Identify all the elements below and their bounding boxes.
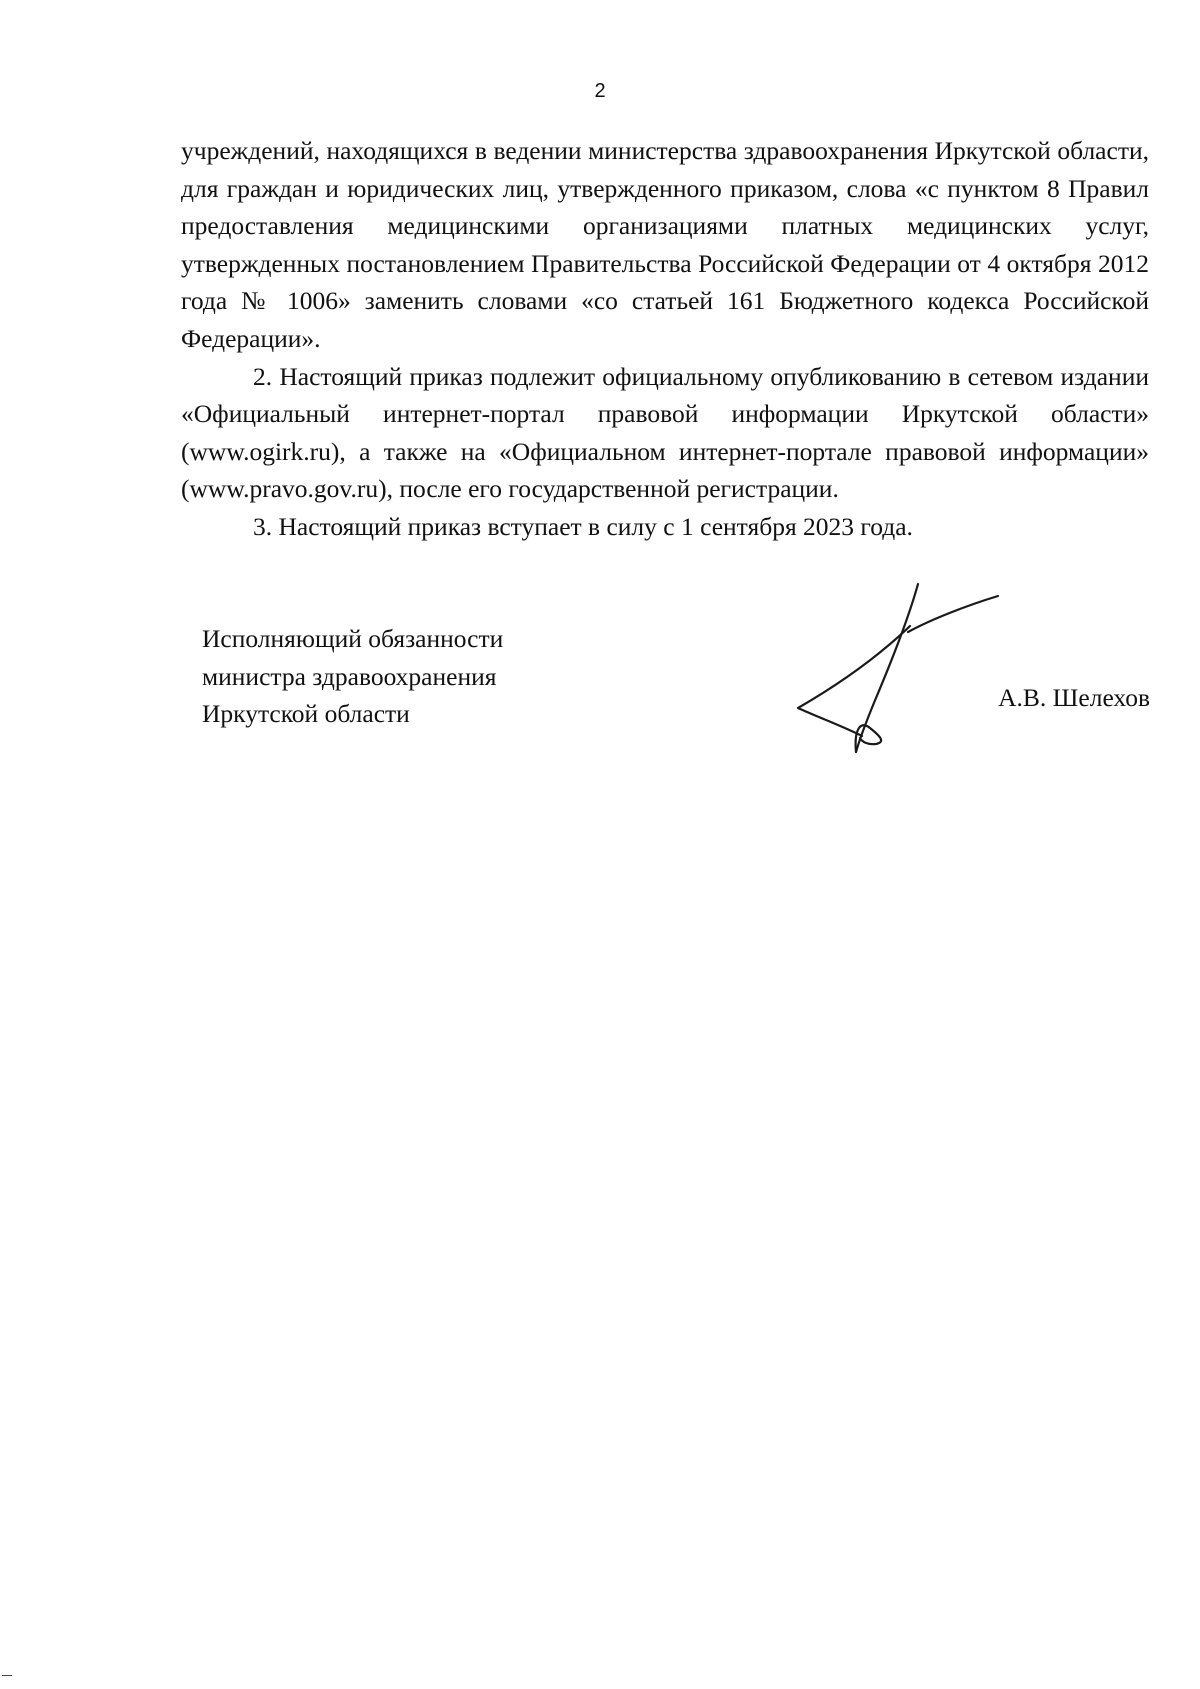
signer-name: А.В. Шелехов [998,683,1150,712]
paragraph-effective-date: 3. Настоящий приказ вступает в силу с 1 сентября 2023 года. [253,511,913,541]
paragraph-publication: 2. Настоящий приказ подлежит официальному опубликованию в сетевом издании «Официальный интернет-портал правовой информации Иркутской области» (www.ogirk.ru), а также на «Официальном интернет-портале правовой информации» (www.pravo.gov.ru), после его государственной регистрации. [181,361,1149,504]
paragraph-continuation: учреждений, находящихся в ведении министерства здравоохранения Иркутской области, для граждан и юридических лиц, утвержденного приказом, слова «с пунктом 8 Правил предоставления медицинскими организациями платных медицинских услуг, утвержденных постановлением Правительства Российской Федерации от 4 октября 2012 года № 1006» заменить словами «со статьей 161 Бюджетного кодекса Российской Федерации». [181,136,1149,353]
signatory-line: Иркутской области [202,699,410,729]
signatory-position [202,620,503,733]
signatory-line: Исполняющий обязанности [202,624,504,653]
page-number: 2 [594,80,606,102]
signatory-line: министра здравоохранения [202,661,497,691]
scan-edge-mark [2,1675,12,1676]
handwritten-signature-icon [790,580,1000,765]
document-body [181,132,1149,546]
